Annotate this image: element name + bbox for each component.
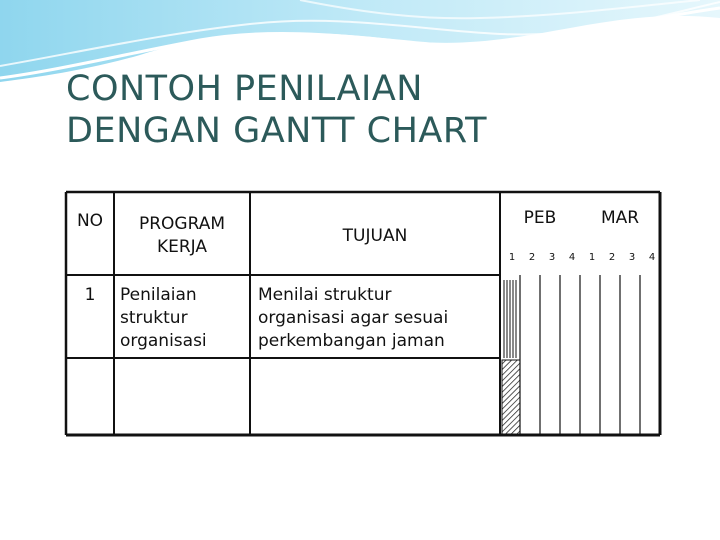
week-peb-2: 2 — [528, 252, 536, 263]
header-program-line-2: KERJA — [156, 237, 208, 257]
week-peb-1: 1 — [508, 252, 516, 263]
week-peb-3: 3 — [548, 252, 556, 263]
row-1-tujuan-line-1: Menilai struktur — [258, 285, 392, 305]
week-peb-4: 4 — [568, 252, 576, 263]
row-1-tujuan — [258, 284, 498, 353]
header-program-line-1: PROGRAM — [138, 214, 226, 234]
week-mar-2: 2 — [608, 252, 616, 263]
row-1-program-line-1: Penilaian — [120, 285, 197, 305]
week-mar-4: 4 — [648, 252, 656, 263]
slide-title-line-2: DENGAN GANTT CHART — [66, 111, 487, 151]
header-tujuan: TUJUAN — [342, 226, 408, 246]
row-1-tujuan-line-2: organisasi agar sesuai — [258, 308, 449, 328]
slide-title-line-1: CONTOH PENILAIAN — [66, 69, 423, 109]
row-1-tujuan-line-3: perkembangan jaman — [258, 331, 445, 351]
row-1-program — [120, 284, 248, 353]
header-no: NO — [76, 211, 104, 231]
header-month-mar: MAR — [600, 208, 640, 228]
plan-bar-peb-week-1 — [504, 280, 516, 358]
actual-bar-peb-week-1 — [502, 360, 520, 434]
week-mar-3: 3 — [628, 252, 636, 263]
week-mar-1: 1 — [588, 252, 596, 263]
row-1-no: 1 — [84, 285, 96, 305]
header-month-peb: PEB — [523, 208, 557, 228]
row-1-program-line-3: organisasi — [120, 331, 207, 351]
row-1-program-line-2: struktur — [120, 308, 188, 328]
